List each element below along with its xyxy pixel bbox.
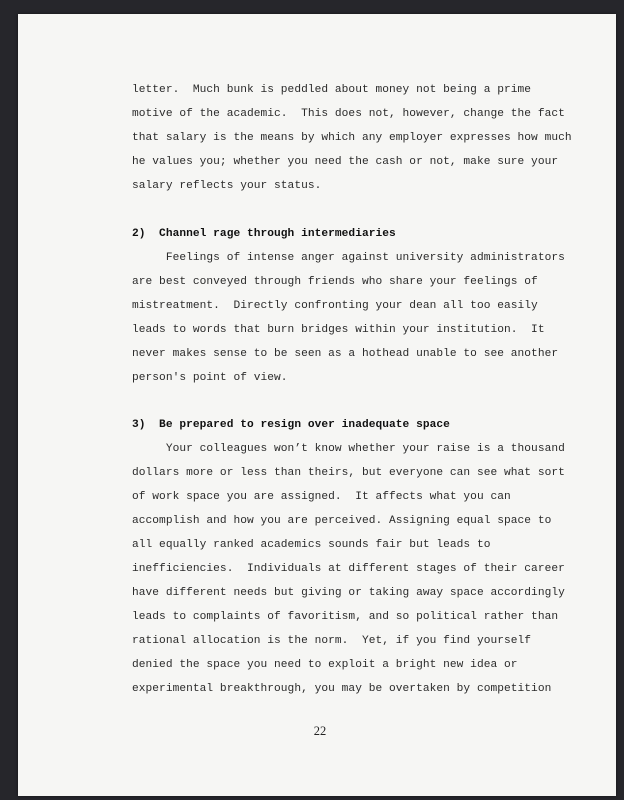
body-text-line: Feelings of intense anger against university administrators	[132, 252, 565, 264]
body-text-line: are best conveyed through friends who share your feelings of	[132, 276, 538, 288]
body-text-line: he values you; whether you need the cash or not, make sure your	[132, 156, 559, 168]
document-page	[18, 14, 616, 796]
body-text-line: never makes sense to be seen as a hothead unable to see another	[132, 348, 559, 360]
body-text-line: that salary is the means by which any employer expresses how much	[132, 132, 572, 144]
body-text-line: denied the space you need to exploit a bright new idea or	[132, 659, 518, 671]
body-text-line: mistreatment. Directly confronting your dean all too easily	[132, 300, 538, 312]
body-text-line: all equally ranked academics sounds fair but leads to	[132, 539, 491, 551]
body-text-line: person's point of view.	[132, 372, 288, 384]
body-text-line: letter. Much bunk is peddled about money not being a prime	[132, 84, 532, 96]
body-text-line: of work space you are assigned. It affects what you can	[132, 491, 511, 503]
body-text-line: salary reflects your status.	[132, 180, 322, 192]
body-text-line: have different needs but giving or taking away space accordingly	[132, 587, 565, 599]
page-number: 22	[313, 724, 327, 738]
section-3-heading: 3) Be prepared to resign over inadequate space	[132, 419, 450, 431]
body-text-line: rational allocation is the norm. Yet, if you find yourself	[132, 635, 532, 647]
body-text-line: motive of the academic. This does not, however, change the fact	[132, 108, 565, 120]
body-text-line: experimental breakthrough, you may be overtaken by competition	[132, 683, 552, 695]
section-2-heading: 2) Channel rage through intermediaries	[132, 228, 396, 240]
body-text-line: accomplish and how you are perceived. Assigning equal space to	[132, 515, 552, 527]
body-text-line: dollars more or less than theirs, but everyone can see what sort	[132, 467, 565, 479]
body-text-line: inefficiencies. Individuals at different stages of their career	[132, 563, 565, 575]
body-text-line: Your colleagues won’t know whether your raise is a thousand	[132, 443, 565, 455]
body-text-line: leads to complaints of favoritism, and so political rather than	[132, 611, 559, 623]
body-text-line: leads to words that burn bridges within your institution. It	[132, 324, 545, 336]
